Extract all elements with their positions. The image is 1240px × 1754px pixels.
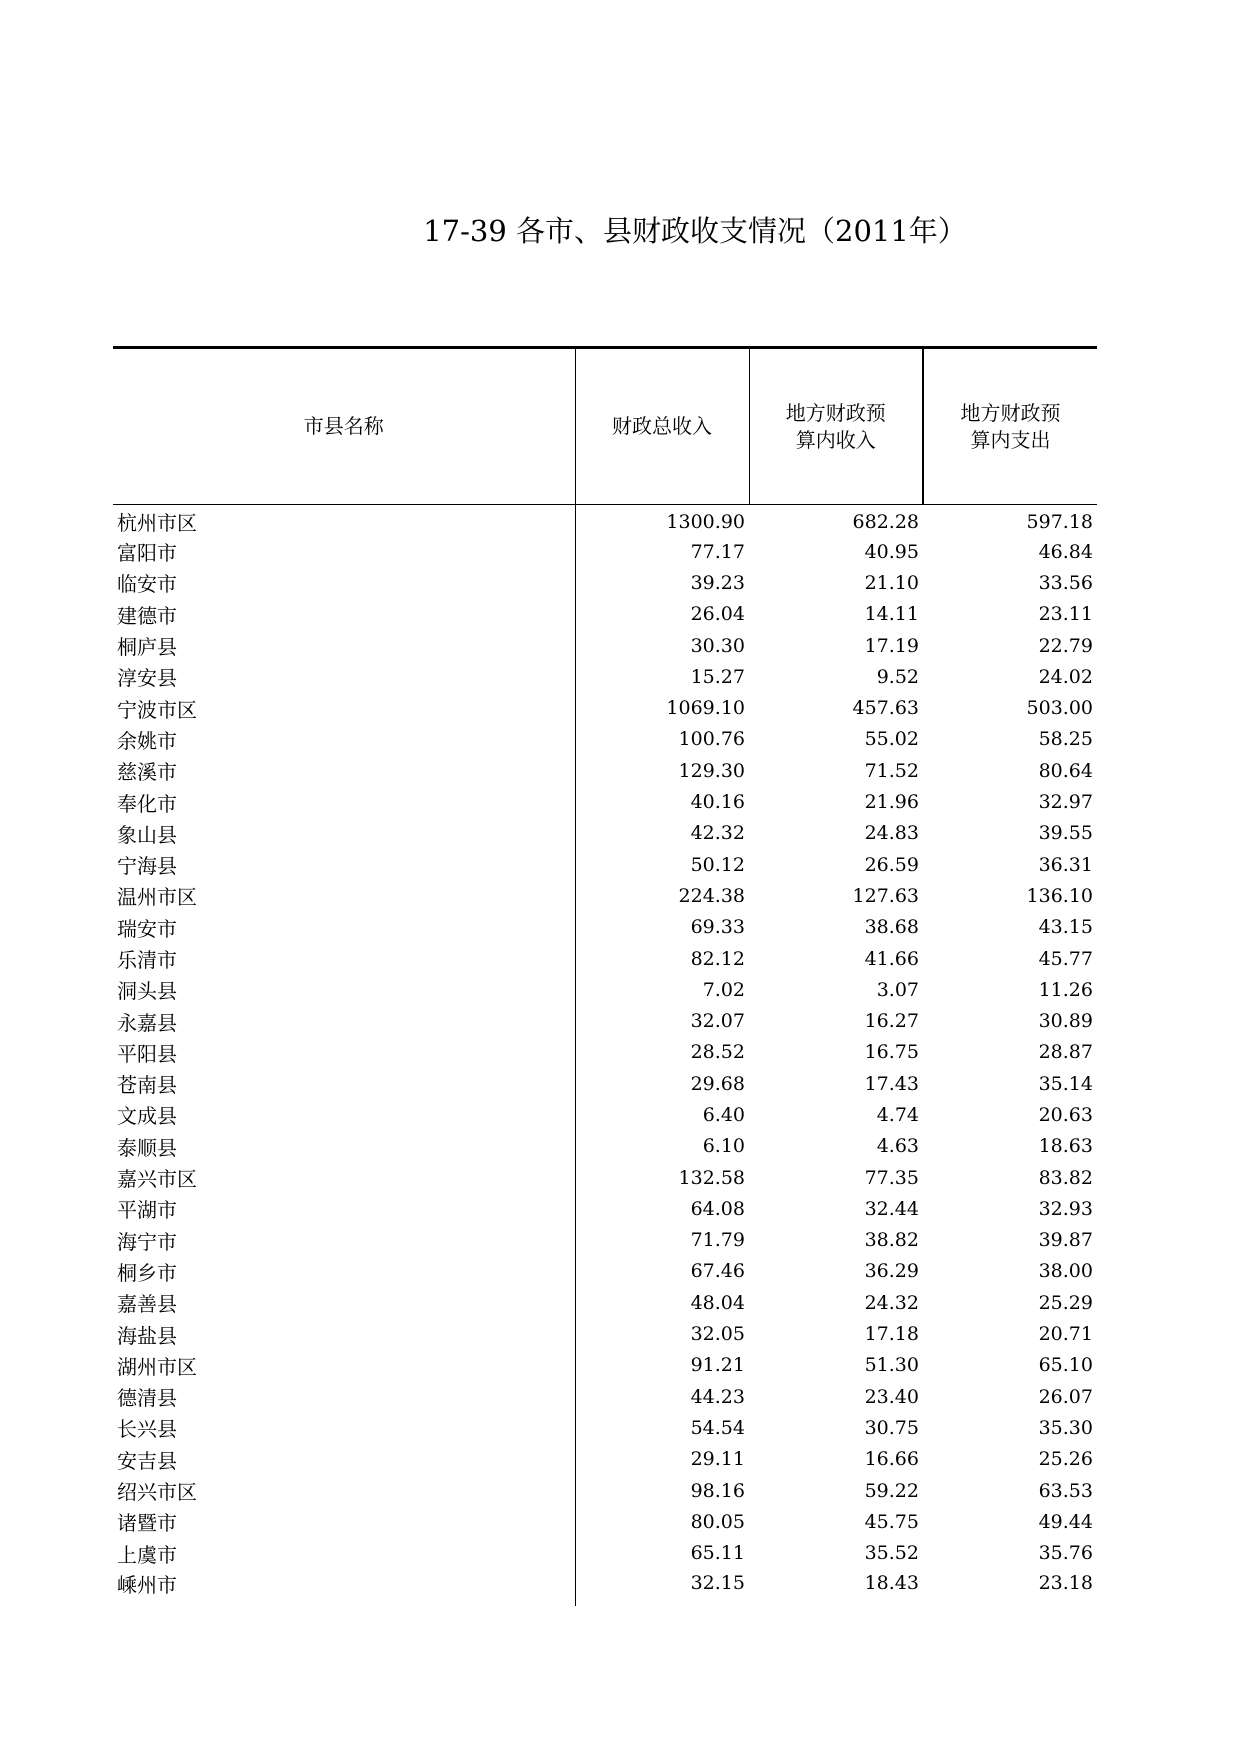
- cell-name: 宁波市区: [113, 692, 575, 723]
- cell-total-revenue: 42.32: [690, 822, 745, 845]
- cell-local-budget-revenue: 38.82: [864, 1229, 919, 1252]
- cell-local-budget-expenditure: 30.89: [1038, 1010, 1093, 1033]
- table-row: [113, 786, 1097, 817]
- cell-name: 余姚市: [113, 724, 575, 755]
- cell-local-budget-revenue: 36.29: [864, 1260, 919, 1283]
- cell-local-budget-revenue: 17.19: [864, 634, 919, 657]
- cell-name: 文成县: [113, 1099, 575, 1130]
- cell-name: 安吉县: [113, 1444, 575, 1475]
- cell-local-budget-expenditure: 24.02: [1038, 665, 1093, 688]
- cell-name: 苍南县: [113, 1068, 575, 1099]
- header-local-budget-revenue-line1: 地方财政预: [785, 400, 886, 425]
- cell-local-budget-expenditure: 23.11: [1038, 603, 1093, 626]
- cell-name: 洞头县: [113, 974, 575, 1005]
- cell-total-revenue: 15.27: [690, 665, 745, 688]
- cell-local-budget-expenditure: 39.87: [1038, 1229, 1093, 1252]
- cell-local-budget-revenue: 16.27: [864, 1010, 919, 1033]
- header-local-budget-expenditure: [923, 348, 1097, 505]
- cell-name: 泰顺县: [113, 1131, 575, 1162]
- cell-total-revenue: 40.16: [690, 791, 745, 814]
- cell-local-budget-revenue: 40.95: [864, 540, 919, 563]
- cell-local-budget-revenue: 17.43: [864, 1072, 919, 1095]
- cell-local-budget-expenditure: 26.07: [1038, 1385, 1093, 1408]
- table-row: [113, 1037, 1097, 1068]
- cell-local-budget-expenditure: 28.87: [1038, 1041, 1093, 1064]
- cell-local-budget-revenue: 24.32: [864, 1291, 919, 1314]
- cell-local-budget-expenditure: 63.53: [1038, 1479, 1093, 1502]
- cell-local-budget-revenue: 30.75: [864, 1416, 919, 1439]
- cell-local-budget-expenditure: 35.30: [1038, 1416, 1093, 1439]
- cell-total-revenue: 100.76: [678, 728, 745, 751]
- cell-total-revenue: 132.58: [678, 1166, 745, 1189]
- table-row: [113, 1444, 1097, 1475]
- cell-local-budget-revenue: 127.63: [852, 884, 919, 907]
- cell-name: 嘉兴市区: [113, 1162, 575, 1193]
- cell-name: 永嘉县: [113, 1005, 575, 1036]
- header-local-budget-revenue-line2: 算内收入: [795, 427, 876, 452]
- header-total-revenue: 财政总收入: [575, 348, 749, 505]
- cell-total-revenue: 224.38: [678, 884, 745, 907]
- table-row: [113, 1131, 1097, 1162]
- cell-local-budget-expenditure: 80.64: [1038, 759, 1093, 782]
- table-row: [113, 536, 1097, 567]
- cell-name: 诸暨市: [113, 1506, 575, 1537]
- cell-local-budget-revenue: 23.40: [864, 1385, 919, 1408]
- cell-name: 建德市: [113, 599, 575, 630]
- table-row: [113, 1350, 1097, 1381]
- cell-total-revenue: 26.04: [690, 603, 745, 626]
- table-row: [113, 1225, 1097, 1256]
- table-row: [113, 1318, 1097, 1349]
- table-row: [113, 692, 1097, 723]
- cell-local-budget-revenue: 59.22: [864, 1479, 919, 1502]
- cell-total-revenue: 7.02: [702, 978, 745, 1001]
- cell-local-budget-revenue: 77.35: [864, 1166, 919, 1189]
- cell-name: 桐庐县: [113, 630, 575, 661]
- cell-local-budget-expenditure: 45.77: [1038, 947, 1093, 970]
- cell-total-revenue: 6.10: [702, 1135, 745, 1158]
- cell-total-revenue: 64.08: [690, 1197, 745, 1220]
- cell-local-budget-expenditure: 32.93: [1038, 1197, 1093, 1220]
- table-row: [113, 1538, 1097, 1569]
- cell-local-budget-revenue: 16.75: [864, 1041, 919, 1064]
- cell-local-budget-expenditure: 43.15: [1038, 916, 1093, 939]
- cell-name: 杭州市区: [113, 505, 575, 537]
- cell-name: 临安市: [113, 567, 575, 598]
- table-row: [113, 1569, 1097, 1606]
- cell-name: 湖州市区: [113, 1350, 575, 1381]
- cell-name: 德清县: [113, 1381, 575, 1412]
- cell-total-revenue: 1069.10: [666, 697, 745, 720]
- cell-total-revenue: 54.54: [690, 1416, 745, 1439]
- header-local-budget-expenditure-line2: 算内支出: [970, 427, 1051, 452]
- table-row: [113, 1412, 1097, 1443]
- table-row: [113, 1475, 1097, 1506]
- cell-total-revenue: 50.12: [690, 853, 745, 876]
- table-row: [113, 724, 1097, 755]
- table-row: [113, 818, 1097, 849]
- cell-local-budget-expenditure: 22.79: [1038, 634, 1093, 657]
- cell-total-revenue: 91.21: [690, 1354, 745, 1377]
- cell-local-budget-expenditure: 46.84: [1038, 540, 1093, 563]
- table-row: [113, 1193, 1097, 1224]
- cell-local-budget-revenue: 21.96: [864, 791, 919, 814]
- cell-name: 上虞市: [113, 1538, 575, 1569]
- cell-local-budget-revenue: 17.18: [864, 1323, 919, 1346]
- table-body: [113, 505, 1097, 1606]
- table-row: [113, 630, 1097, 661]
- header-row: [113, 348, 1097, 505]
- cell-local-budget-revenue: 14.11: [864, 603, 919, 626]
- cell-total-revenue: 29.11: [690, 1448, 745, 1471]
- cell-name: 海盐县: [113, 1318, 575, 1349]
- table-row: [113, 974, 1097, 1005]
- table-row: [113, 849, 1097, 880]
- cell-name: 嘉善县: [113, 1287, 575, 1318]
- cell-local-budget-revenue: 71.52: [864, 759, 919, 782]
- cell-total-revenue: 6.40: [702, 1103, 745, 1126]
- cell-total-revenue: 32.05: [690, 1323, 745, 1346]
- cell-name: 瑞安市: [113, 912, 575, 943]
- cell-local-budget-expenditure: 597.18: [1026, 510, 1093, 533]
- cell-local-budget-revenue: 32.44: [864, 1197, 919, 1220]
- cell-local-budget-expenditure: 503.00: [1026, 697, 1093, 720]
- table-row: [113, 1068, 1097, 1099]
- table-row: [113, 1162, 1097, 1193]
- cell-total-revenue: 44.23: [690, 1385, 745, 1408]
- cell-local-budget-expenditure: 18.63: [1038, 1135, 1093, 1158]
- table-row: [113, 912, 1097, 943]
- cell-name: 奉化市: [113, 786, 575, 817]
- cell-name: 平湖市: [113, 1193, 575, 1224]
- table-row: [113, 1099, 1097, 1130]
- cell-local-budget-revenue: 16.66: [864, 1448, 919, 1471]
- table-row: [113, 1256, 1097, 1287]
- table-header: [113, 348, 1097, 505]
- cell-local-budget-expenditure: 35.14: [1038, 1072, 1093, 1095]
- cell-local-budget-revenue: 45.75: [864, 1510, 919, 1533]
- cell-total-revenue: 65.11: [690, 1542, 745, 1565]
- cell-local-budget-expenditure: 58.25: [1038, 728, 1093, 751]
- table-row: [113, 567, 1097, 598]
- cell-local-budget-revenue: 4.63: [876, 1135, 919, 1158]
- cell-name: 温州市区: [113, 880, 575, 911]
- cell-total-revenue: 129.30: [678, 759, 745, 782]
- table-row: [113, 599, 1097, 630]
- cell-name: 绍兴市区: [113, 1475, 575, 1506]
- cell-total-revenue: 39.23: [690, 571, 745, 594]
- cell-local-budget-expenditure: 39.55: [1038, 822, 1093, 845]
- cell-name: 海宁市: [113, 1225, 575, 1256]
- cell-local-budget-revenue: 51.30: [864, 1354, 919, 1377]
- cell-total-revenue: 71.79: [690, 1229, 745, 1252]
- cell-total-revenue: 32.07: [690, 1010, 745, 1033]
- cell-local-budget-expenditure: 20.71: [1038, 1323, 1093, 1346]
- cell-name: 嵊州市: [113, 1569, 575, 1606]
- cell-local-budget-expenditure: 23.18: [1038, 1572, 1093, 1595]
- cell-total-revenue: 98.16: [690, 1479, 745, 1502]
- header-local-budget-revenue: [749, 348, 923, 505]
- table-row: [113, 880, 1097, 911]
- cell-name: 象山县: [113, 818, 575, 849]
- cell-total-revenue: 69.33: [690, 916, 745, 939]
- cell-total-revenue: 30.30: [690, 634, 745, 657]
- cell-local-budget-expenditure: 65.10: [1038, 1354, 1093, 1377]
- cell-local-budget-expenditure: 35.76: [1038, 1542, 1093, 1565]
- finance-table: [113, 346, 1097, 1606]
- cell-name: 乐清市: [113, 943, 575, 974]
- cell-name: 慈溪市: [113, 755, 575, 786]
- cell-name: 宁海县: [113, 849, 575, 880]
- cell-local-budget-expenditure: 20.63: [1038, 1103, 1093, 1126]
- cell-local-budget-revenue: 9.52: [876, 665, 919, 688]
- table-row: [113, 755, 1097, 786]
- table-row: [113, 505, 1097, 537]
- cell-local-budget-expenditure: 38.00: [1038, 1260, 1093, 1283]
- table-row: [113, 661, 1097, 692]
- cell-name: 长兴县: [113, 1412, 575, 1443]
- cell-total-revenue: 1300.90: [666, 510, 745, 533]
- cell-local-budget-expenditure: 25.29: [1038, 1291, 1093, 1314]
- table-row: [113, 1005, 1097, 1036]
- cell-total-revenue: 29.68: [690, 1072, 745, 1095]
- cell-total-revenue: 32.15: [690, 1572, 745, 1595]
- cell-local-budget-expenditure: 33.56: [1038, 571, 1093, 594]
- cell-local-budget-expenditure: 83.82: [1038, 1166, 1093, 1189]
- cell-local-budget-revenue: 41.66: [864, 947, 919, 970]
- cell-total-revenue: 82.12: [690, 947, 745, 970]
- cell-local-budget-revenue: 35.52: [864, 1542, 919, 1565]
- cell-name: 淳安县: [113, 661, 575, 692]
- table-row: [113, 1506, 1097, 1537]
- cell-local-budget-revenue: 18.43: [864, 1572, 919, 1595]
- table-row: [113, 943, 1097, 974]
- cell-local-budget-expenditure: 25.26: [1038, 1448, 1093, 1471]
- page-title: 17-39 各市、县财政收支情况（2011年）: [423, 214, 967, 248]
- cell-total-revenue: 28.52: [690, 1041, 745, 1064]
- cell-local-budget-expenditure: 32.97: [1038, 791, 1093, 814]
- cell-local-budget-revenue: 38.68: [864, 916, 919, 939]
- cell-name: 桐乡市: [113, 1256, 575, 1287]
- header-local-budget-expenditure-line1: 地方财政预: [960, 400, 1061, 425]
- table-row: [113, 1381, 1097, 1412]
- cell-name: 平阳县: [113, 1037, 575, 1068]
- cell-local-budget-expenditure: 36.31: [1038, 853, 1093, 876]
- cell-total-revenue: 80.05: [690, 1510, 745, 1533]
- cell-local-budget-revenue: 457.63: [852, 697, 919, 720]
- cell-local-budget-revenue: 55.02: [864, 728, 919, 751]
- cell-total-revenue: 67.46: [690, 1260, 745, 1283]
- cell-total-revenue: 48.04: [690, 1291, 745, 1314]
- table-row: [113, 1287, 1097, 1318]
- cell-total-revenue: 77.17: [690, 540, 745, 563]
- cell-local-budget-expenditure: 11.26: [1038, 978, 1093, 1001]
- cell-local-budget-revenue: 3.07: [876, 978, 919, 1001]
- cell-local-budget-revenue: 21.10: [864, 571, 919, 594]
- cell-local-budget-expenditure: 49.44: [1038, 1510, 1093, 1533]
- cell-local-budget-revenue: 26.59: [864, 853, 919, 876]
- header-name: 市县名称: [113, 348, 575, 505]
- cell-name: 富阳市: [113, 536, 575, 567]
- cell-local-budget-revenue: 4.74: [876, 1103, 919, 1126]
- cell-local-budget-revenue: 682.28: [852, 510, 919, 533]
- cell-local-budget-expenditure: 136.10: [1026, 884, 1093, 907]
- cell-local-budget-revenue: 24.83: [864, 822, 919, 845]
